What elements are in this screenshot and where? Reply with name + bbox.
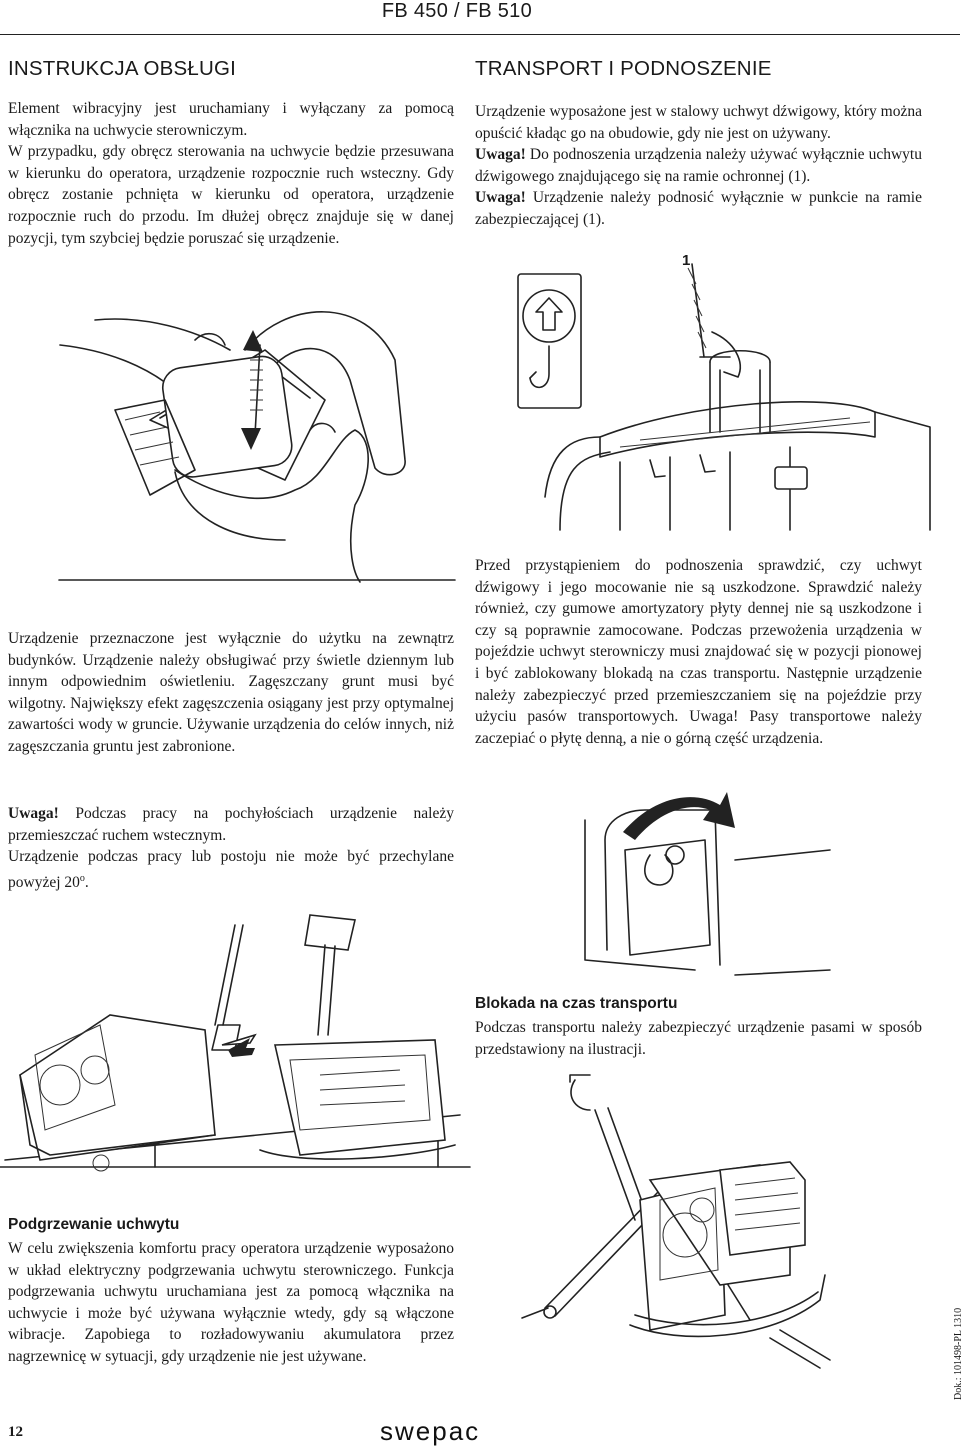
strapped-machine-illustration bbox=[520, 1070, 910, 1370]
intro-paragraph-1: Element wibracyjny jest uruchamiany i wyłączany za pomocą włącznika na uchwycie sterowniczym. bbox=[8, 100, 454, 139]
slope-warning-text: Podczas pracy na pochyłościach urządzenie należy przemieszczać ruchem wstecznym. bbox=[8, 805, 454, 844]
transport-lock-paragraph bbox=[475, 1017, 922, 1060]
tilt-warning-text: Urządzenie podczas pracy lub postoju nie może być przechylane powyżej 20 bbox=[8, 848, 454, 891]
transport-warning-text-2: Urządzenie należy podnosić wyłącznie w punkcie na ramie zabezpieczającej (1). bbox=[475, 189, 922, 228]
page-number: 12 bbox=[8, 1424, 23, 1440]
handle-control-illustration bbox=[55, 290, 460, 590]
transport-warning-text-1: Do podnoszenia urządzenia należy używać wyłącznie uchwytu dźwigowego znajdującego się na ramie ochronnej (1). bbox=[475, 146, 922, 185]
transport-lock-heading-text: Blokada na czas transportu bbox=[475, 995, 678, 1012]
lifting-point-callout: 1 bbox=[682, 252, 691, 269]
lifting-hook-illustration bbox=[470, 262, 950, 534]
transport-paragraph-1: Urządzenie wyposażone jest w stalowy uchwyt dźwigowy, który można opuścić kładąc go na obudowie, gdy nie jest on używany. bbox=[475, 103, 922, 142]
warning-block bbox=[8, 803, 454, 894]
intro-paragraph-2: W przypadku, gdy obręcz sterowania na uchwycie będzie przesuwana w kierunku do operatora, urządzenie rozpocznie ruch wsteczny. Gdy obręcz zostanie pchnięta w kierunku od operatora, urządzenie rozpocznie ruch do przodu. Im dłużej obręcz znajduje się w danej pozycji, tym szybciej będzie poruszać się urządzenie. bbox=[8, 143, 454, 247]
tilt-warning-end: . bbox=[84, 873, 89, 891]
transport-intro bbox=[475, 101, 922, 231]
transport-lock-heading bbox=[475, 995, 677, 1013]
document-model-header: FB 450 / FB 510 bbox=[381, 0, 532, 22]
heating-paragraph bbox=[8, 1238, 454, 1368]
tilt-warning bbox=[8, 846, 454, 893]
operation-intro bbox=[8, 98, 454, 249]
usage-paragraph bbox=[8, 628, 454, 758]
heating-text: W celu zwiększenia komfortu pracy operatora urządzenie wyposażono w układ elektryczny podgrzewania uchwytu sterowniczego. Funkcja podgrzewania uchwytu uruchamiana jest za pomocą włącznika na uchwycie i może być używana wyłącznie wtedy, gdy są włączone wibracje. Zapobiega to rozładowywaniu akumulatora przez nagrzewnicę w sytuacji, gdy urządzenie nie jest używane. bbox=[8, 1240, 454, 1365]
heating-heading-text: Podgrzewanie uchwytu bbox=[8, 1216, 180, 1233]
transport-warning-label-2: Uwaga! bbox=[475, 189, 526, 207]
usage-text: Urządzenie przeznaczone jest wyłącznie do użytku na zewnątrz budynków. Urządzenie należy obsługiwać przy świetle dziennym lub innym odpowiednim oświetleniu. Zagęszczany grunt musi być wilgotny. Największy efekt zagęszczenia osiągany jest przy optymalnej zawartości wody w gruncie. Używanie urządzenia do celów innych, niż zagęszczania gruntu jest zabronione. bbox=[8, 630, 454, 755]
slope-tilt-illustration bbox=[0, 905, 470, 1195]
transport-paragraph-2 bbox=[475, 144, 922, 187]
transport-warning-label-1: Uwaga! bbox=[475, 146, 526, 164]
lifting-check-text: Przed przystąpieniem do podnoszenia sprawdzić, czy uchwyt dźwigowy i jego mocowanie nie są uszkodzone. Sprawdzić należy również, czy gumowe amortyzatory płyty dennej nie są uszkodzone i czy są poprawnie zamocowane. Podczas przewożenia urządzenia w pojeździe uchwyt sterowniczy musi znajdować się w pozycji pionowej i być zablokowany blokadą na czas transportu. Następnie urządzenie należy zabezpieczyć przed przemieszczaniem się na pojeździe przy użyciu pasów transportowych. Uwaga! Pasy transportowe należy zaczepiać o płytę denną, a nie o górną część urządzenia. bbox=[475, 557, 922, 747]
operation-heading: INSTRUKCJA OBSŁUGI bbox=[8, 57, 237, 80]
lifting-check-paragraph bbox=[475, 555, 922, 749]
transport-heading: TRANSPORT I PODNOSZENIE bbox=[475, 57, 772, 80]
document-reference: Dok.: 101498-PL 1310 bbox=[953, 1307, 964, 1400]
heating-heading bbox=[8, 1216, 179, 1234]
transport-paragraph-3 bbox=[475, 187, 922, 230]
slope-warning-label: Uwaga! bbox=[8, 805, 59, 822]
transport-lock-illustration bbox=[585, 780, 830, 980]
transport-lock-text: Podczas transportu należy zabezpieczyć urządzenie pasami w sposób przedstawiony na ilustracji. bbox=[475, 1019, 922, 1058]
brand-logo: swepac bbox=[380, 1416, 481, 1446]
degree-symbol: o bbox=[79, 872, 85, 884]
lifting-label-sticker bbox=[518, 274, 581, 408]
slope-warning bbox=[8, 803, 454, 846]
header-rule bbox=[0, 34, 960, 35]
